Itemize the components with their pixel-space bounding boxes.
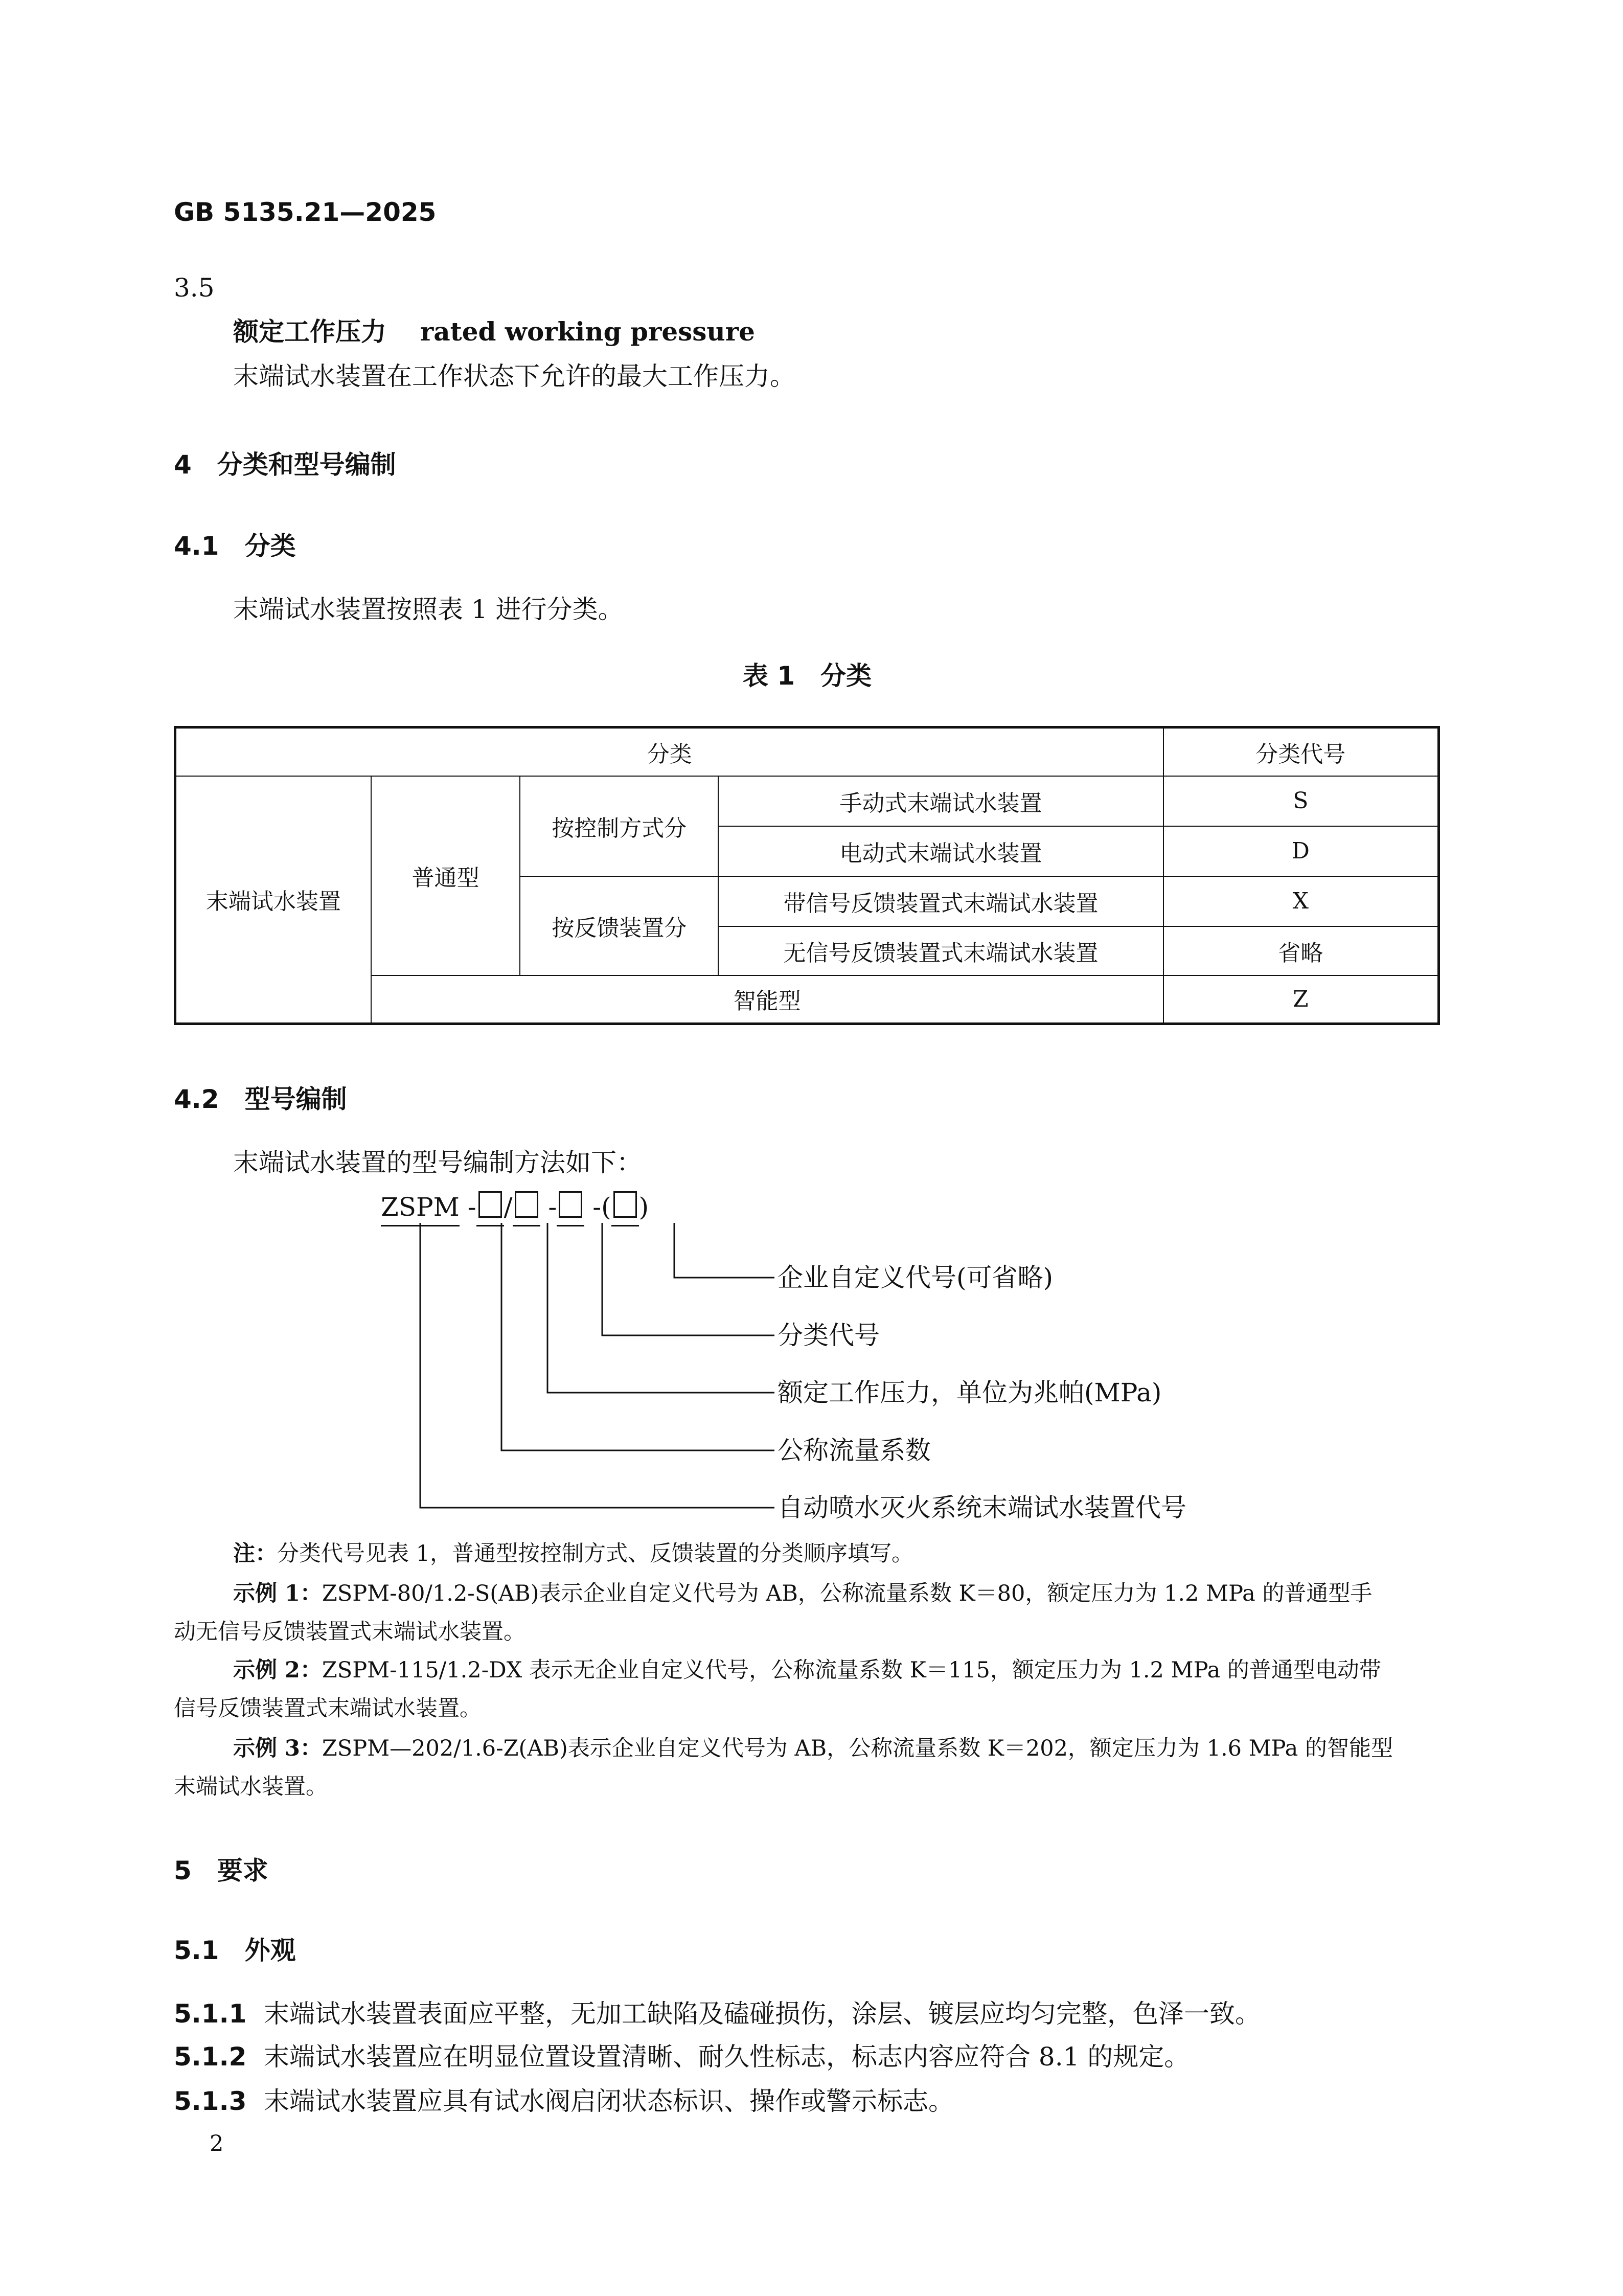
clause-number: 3.5 [174,273,215,303]
subsection-heading: 5.1 外观 [174,1936,296,1965]
example-1: 示例 1：ZSPM-80/1.2-S(AB)表示企业自定义代号为 AB，公称流量系数 K＝80，额定压力为 1.2 MPa 的普通型手 [233,1581,1373,1606]
paragraph: 末端试水装置按照表 1 进行分类。 [233,595,624,624]
section-heading: 4 分类和型号编制 [174,450,396,480]
type-cell: 无信号反馈装置式末端试水装置 [718,926,1163,975]
smart-cell: 智能型 [371,975,1163,1024]
type-cell: 带信号反馈装置式末端试水装置 [718,876,1163,926]
model-label: 额定工作压力，单位为兆帕(MPa) [778,1378,1162,1407]
model-prefix: ZSPM [381,1192,460,1226]
code-cell: Z [1163,975,1439,1024]
code-cell: S [1163,776,1439,826]
page-number: 2 [210,2131,224,2156]
example-3: 示例 3：ZSPM—202/1.6-Z(AB)表示企业自定义代号为 AB，公称流量系数 K＝202，额定压力为 1.6 MPa 的智能型 [233,1736,1393,1761]
model-label: 自动喷水灭火系统末端试水装置代号 [778,1493,1186,1522]
header-cell: 分类代号 [1163,728,1439,776]
term-zh: 额定工作压力 [233,317,386,347]
note: 注：分类代号见表 1，普通型按控制方式、反馈装置的分类顺序填写。 [233,1541,914,1566]
model-code: ZSPM - / - -( ) [381,1191,649,1220]
example-3-cont: 末端试水装置。 [174,1774,328,1800]
feedback-cell: 按反馈装置分 [520,876,718,975]
example-2: 示例 2：ZSPM-115/1.2-DX 表示无企业自定义代号，公称流量系数 K＝115，额定压力为 1.2 MPa 的普通型电动带 [233,1657,1381,1683]
clause-5-1-3: 5.1.3 末端试水装置应具有试水阀启闭状态标识、操作或警示标志。 [174,2086,954,2116]
clause-5-1-2: 5.1.2 末端试水装置应在明显位置设置清晰、耐久性标志，标志内容应符合 8.1 的规定。 [174,2042,1190,2072]
model-label: 分类代号 [778,1321,880,1350]
paragraph: 末端试水装置的型号编制方法如下： [233,1148,642,1177]
code-cell: X [1163,876,1439,926]
ordinary-cell: 普通型 [371,776,520,975]
clause-5-1-1: 5.1.1 末端试水装置表面应平整，无加工缺陷及磕碰损伤，涂层、镀层应均匀完整，色泽一致。 [174,1999,1261,2029]
subsection-heading: 4.1 分类 [174,531,296,561]
code-cell: 省略 [1163,926,1439,975]
term-definition: 末端试水装置在工作状态下允许的最大工作压力。 [233,361,795,391]
term-en: rated working pressure [420,316,755,347]
type-cell: 手动式末端试水装置 [718,776,1163,826]
example-1-cont: 动无信号反馈装置式末端试水装置。 [174,1619,525,1645]
device-cell: 末端试水装置 [175,776,371,1024]
model-label: 企业自定义代号(可省略) [778,1263,1054,1292]
control-cell: 按控制方式分 [520,776,718,876]
example-2-cont: 信号反馈装置式末端试水装置。 [174,1696,482,1721]
type-cell: 电动式末端试水装置 [718,826,1163,876]
code-cell: D [1163,826,1439,876]
document-code: GB 5135.21—2025 [174,197,437,227]
header-cell: 分类 [175,728,1163,776]
model-label: 公称流量系数 [778,1436,931,1465]
subsection-heading: 4.2 型号编制 [174,1084,347,1114]
table-caption: 表 1 分类 [742,661,872,691]
section-heading: 5 要求 [174,1856,268,1885]
